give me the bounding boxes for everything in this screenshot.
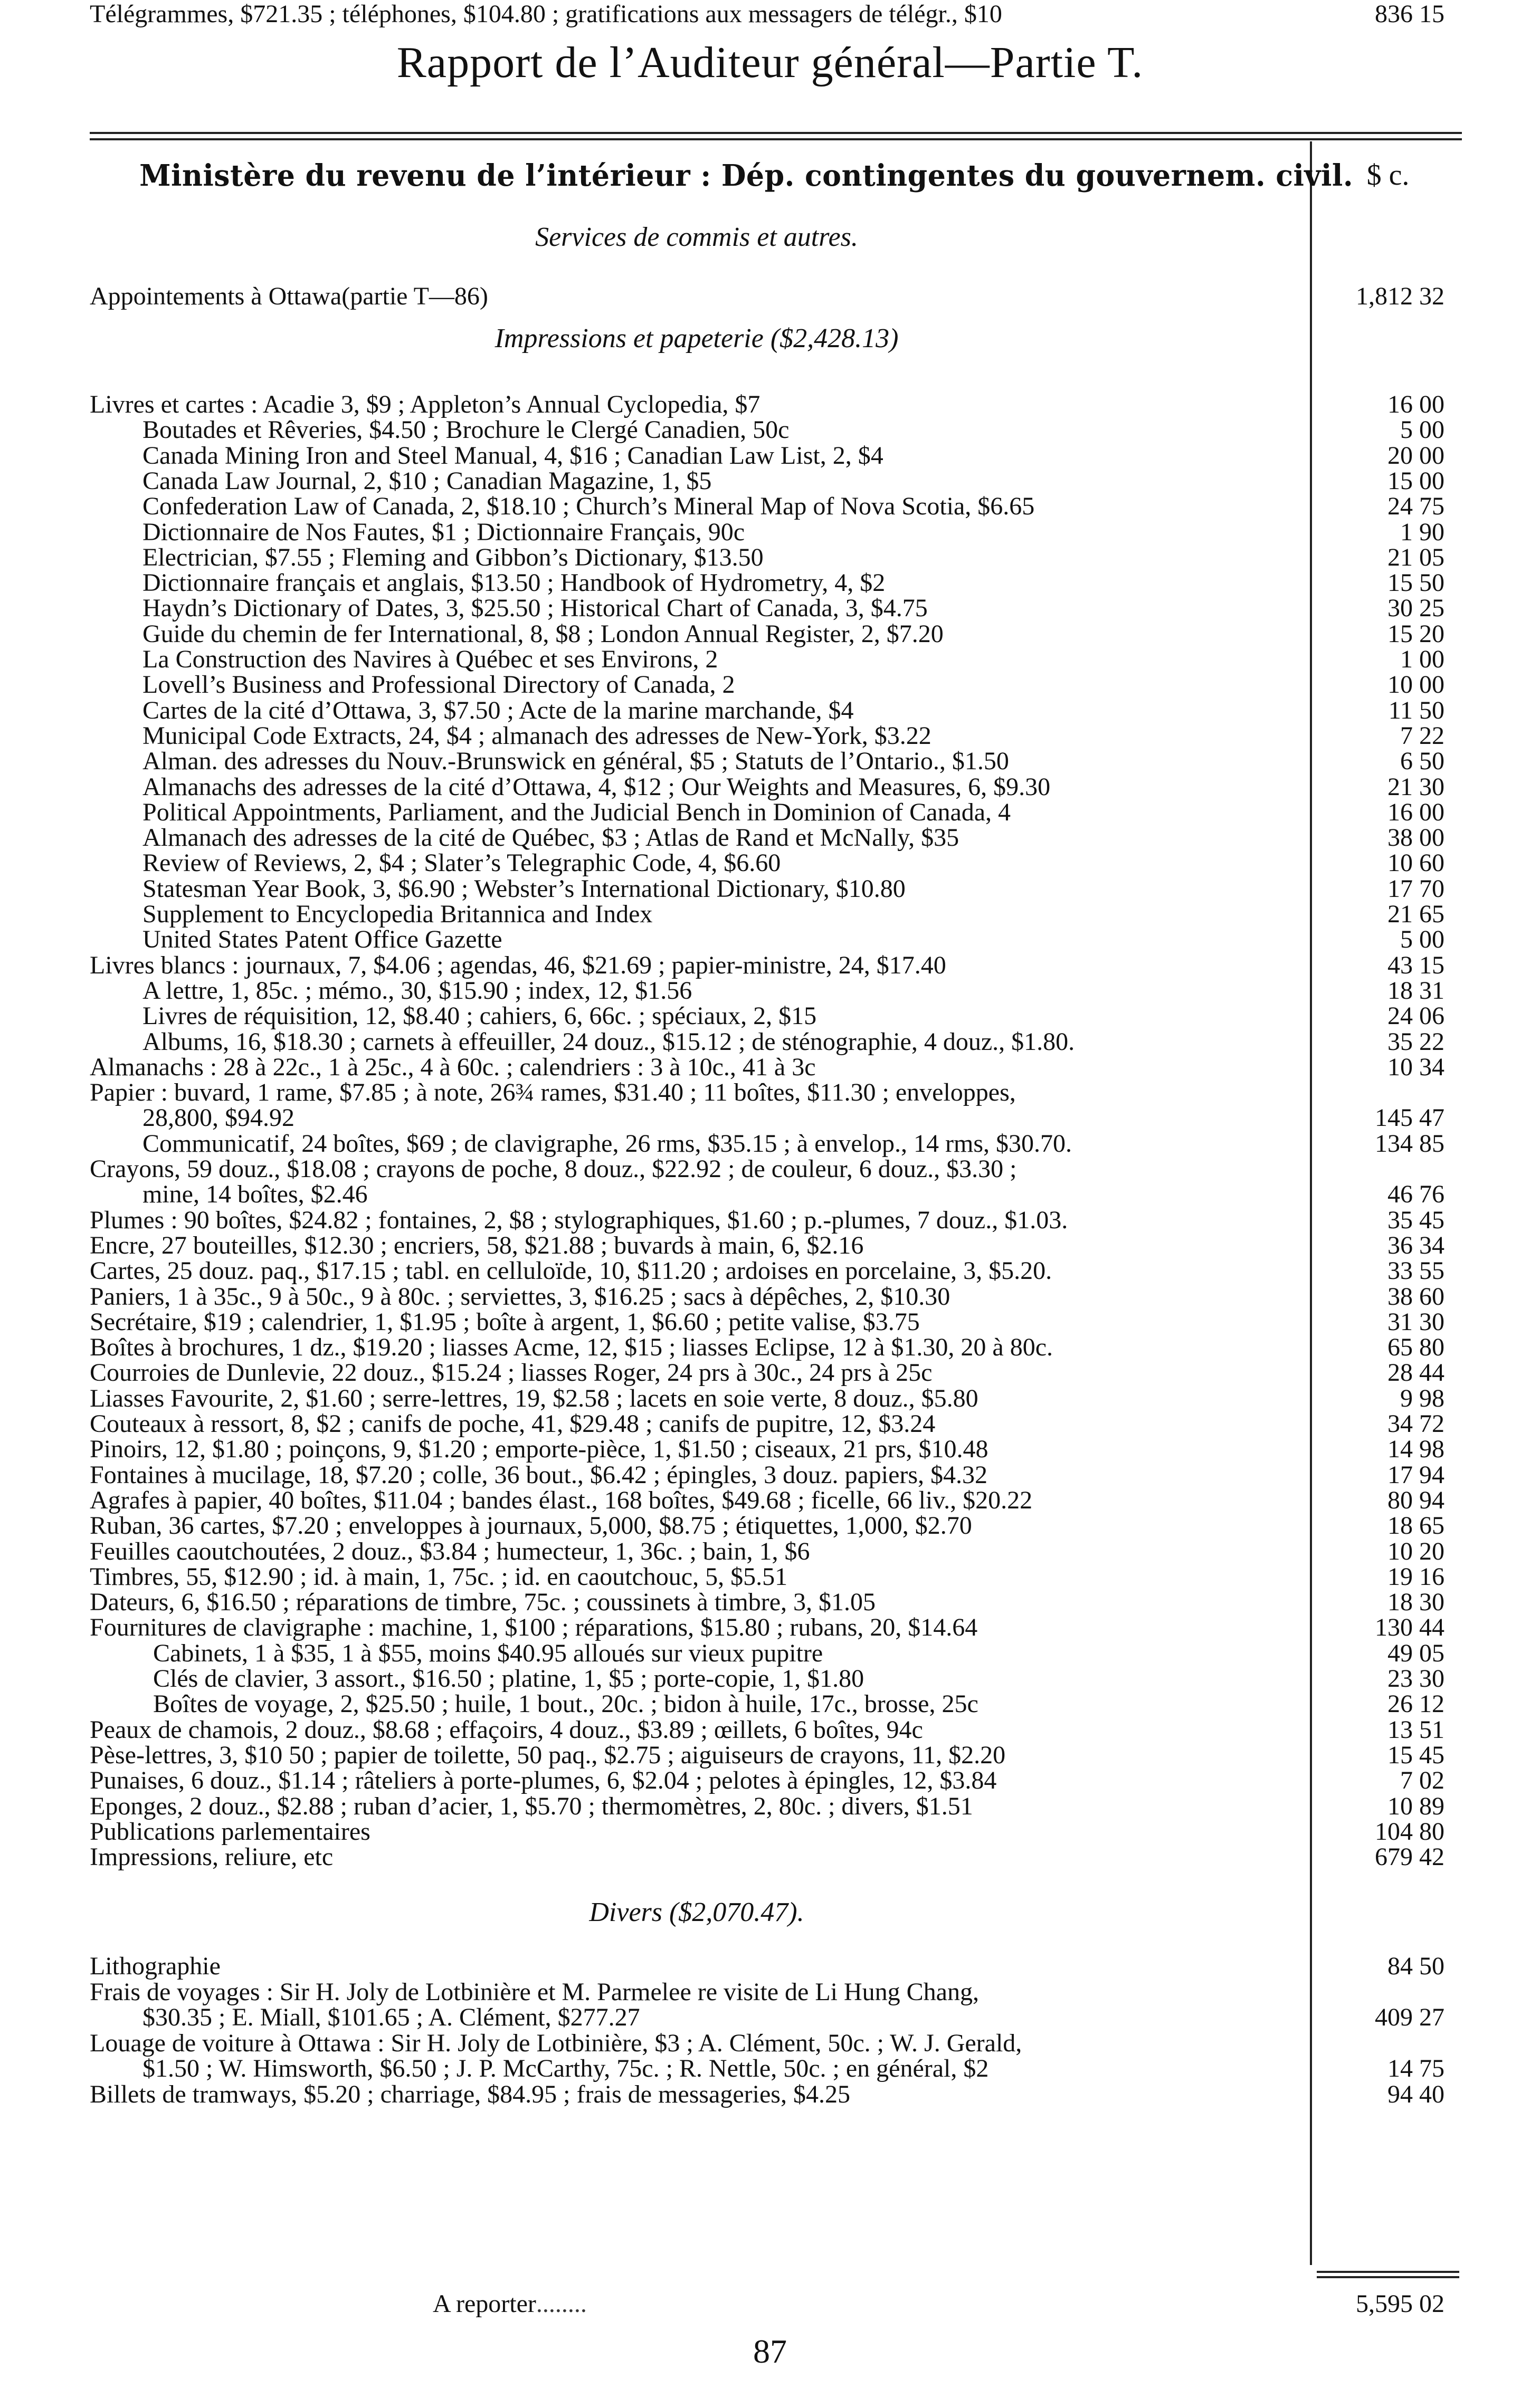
ledger-line <box>90 620 1304 648</box>
line-description: mine, 14 boîtes, $2.46 <box>142 1180 368 1209</box>
ledger-line <box>90 1308 1304 1336</box>
ledger-line <box>90 282 1304 311</box>
line-amount: 30 25 <box>1387 594 1444 623</box>
line-amount: 36 34 <box>1387 1231 1444 1259</box>
line-description: Liasses Favourite, 2, $1.60 ; serre-lettres, 19, $2.58 ; lacets en soie verte, 8 douz., $5.80 <box>90 1384 978 1412</box>
line-amount: 134 85 <box>1375 1129 1444 1158</box>
total-rule-bottom <box>1317 2276 1459 2278</box>
ledger-line <box>90 2003 1304 2032</box>
line-description: Livres et cartes : Acadie 3, $9 ; Appleton’s Annual Cyclopedia, $7 <box>90 390 761 418</box>
line-amount: 35 45 <box>1387 1206 1444 1234</box>
line-amount: 38 60 <box>1387 1282 1444 1311</box>
ledger-line <box>90 1231 1304 1260</box>
ledger-line <box>90 1766 1304 1795</box>
line-description: Agrafes à papier, 40 boîtes, $11.04 ; bandes élast., 168 boîtes, $49.68 ; ficelle, 66 liv., $20.22 <box>90 1486 1033 1514</box>
line-amount: 26 12 <box>1387 1690 1444 1718</box>
line-description: A lettre, 1, 85c. ; mémo., 30, $15.90 ; index, 12, $1.56 <box>142 976 692 1005</box>
page-title: Rapport de l’Auditeur général—Partie T. <box>396 38 1144 87</box>
line-amount: 836 15 <box>1375 0 1444 28</box>
line-amount: 5 00 <box>1400 416 1444 444</box>
line-description: Supplement to Encyclopedia Britannica and Index <box>142 900 653 928</box>
ledger-line <box>90 1180 1304 1209</box>
line-amount: 20 00 <box>1387 441 1444 470</box>
line-description: Papier : buvard, 1 rame, $7.85 ; à note, 26¾ rames, $31.40 ; 11 boîtes, $11.30 ; enveloppes, <box>90 1078 1016 1107</box>
line-amount: 15 50 <box>1387 569 1444 597</box>
ledger-line <box>90 875 1304 903</box>
line-description: Dictionnaire de Nos Fautes, $1 ; Dictionnaire Français, 90c <box>142 518 745 546</box>
line-amount: 19 16 <box>1387 1562 1444 1591</box>
line-description: Livres de réquisition, 12, $8.40 ; cahiers, 6, 66c. ; spéciaux, 2, $15 <box>142 1002 817 1030</box>
line-description: Boîtes à brochures, 1 dz., $19.20 ; liasses Acme, 12, $15 ; liasses Eclipse, 12 à $1.30, 20 à 80c. <box>90 1333 1053 1362</box>
line-reference: (partie T—86) <box>341 282 488 310</box>
line-description: Couteaux à ressort, 8, $2 ; canifs de poche, 41, $29.48 ; canifs de pupitre, 12, $3.24 <box>90 1410 936 1438</box>
line-amount: 679 42 <box>1375 1843 1444 1871</box>
amount-column-divider <box>1310 141 1312 2265</box>
line-amount: 38 00 <box>1387 824 1444 852</box>
line-amount: 14 75 <box>1387 2055 1444 2082</box>
ledger-line <box>90 442 1304 470</box>
line-description: Paniers, 1 à 35c., 9 à 50c., 9 à 80c. ; serviettes, 3, $16.25 ; sacs à dépêches, 2, $10.30 <box>90 1282 950 1311</box>
line-description: Louage de voiture à Ottawa : Sir H. Joly de Lotbinière, $3 ; A. Clément, 50c. ; W. J. Gerald, <box>90 2029 1022 2057</box>
line-description: Dictionnaire français et anglais, $13.50 ; Handbook of Hydrometry, 4, $2 <box>142 569 886 597</box>
total-rule-top <box>1317 2271 1459 2273</box>
ledger-line <box>90 2080 1304 2109</box>
ledger-line <box>90 594 1304 623</box>
line-amount: 15 45 <box>1387 1741 1444 1769</box>
ledger-line <box>90 543 1304 572</box>
line-description: Lithographie <box>90 1952 221 1980</box>
ledger-line <box>90 1486 1304 1515</box>
line-amount: 24 06 <box>1387 1002 1444 1030</box>
page-number: 87 <box>753 2333 787 2370</box>
ledger-line <box>90 1639 1304 1668</box>
line-amount: 14 98 <box>1387 1435 1444 1464</box>
ledger-line <box>90 1155 1304 1183</box>
line-amount: 33 55 <box>1387 1257 1444 1285</box>
ledger-line <box>90 1257 1304 1285</box>
line-description: Courroies de Dunlevie, 22 douz., $15.24 ; liasses Roger, 24 prs à 30c., 24 prs à 25c <box>90 1359 933 1387</box>
ledger-line <box>90 492 1304 521</box>
total-label: A reporter <box>433 2290 536 2318</box>
line-amount: 10 34 <box>1387 1053 1444 1081</box>
line-description: Statesman Year Book, 3, $6.90 ; Webster’s International Dictionary, $10.80 <box>142 874 906 903</box>
line-amount: 21 65 <box>1387 900 1444 928</box>
ledger-line <box>90 1563 1304 1591</box>
ledger-line <box>90 1537 1304 1566</box>
ledger-line <box>90 1716 1304 1744</box>
ledger-line <box>90 925 1304 954</box>
section-heading-divers: Divers ($2,070.47). <box>589 1897 804 1927</box>
ledger-line <box>90 696 1304 725</box>
line-description: Ruban, 36 cartes, $7.20 ; enveloppes à journaux, 5,000, $8.75 ; étiquettes, 1,000, $2.70 <box>90 1512 972 1540</box>
line-description: Haydn’s Dictionary of Dates, 3, $25.50 ; Historical Chart of Canada, 3, $4.75 <box>142 594 928 623</box>
line-amount: 17 94 <box>1387 1460 1444 1489</box>
line-description: Canada Mining Iron and Steel Manual, 4, $16 ; Canadian Law List, 2, $4 <box>142 441 883 470</box>
ledger-line <box>90 1410 1304 1438</box>
amount-column-header: $ c. <box>1366 159 1410 192</box>
ledger-line <box>90 1435 1304 1464</box>
total-amount: 5,595 02 <box>1356 2290 1444 2318</box>
line-description: Crayons, 59 douz., $18.08 ; crayons de poche, 8 douz., $22.92 ; de couleur, 6 douz., $3.30 ; <box>90 1155 1017 1183</box>
ledger-line <box>90 1690 1304 1718</box>
line-description: Peaux de chamois, 2 douz., $8.68 ; effaçoirs, 4 douz., $3.89 ; œillets, 6 boîtes, 94c <box>90 1715 923 1744</box>
line-amount: 13 51 <box>1387 1715 1444 1744</box>
ledger-line <box>90 1818 1304 1846</box>
section-heading-services: Services de commis et autres. <box>535 222 858 252</box>
line-description: Cabinets, 1 à $35, 1 à $55, moins $40.95 alloués sur vieux pupitre <box>153 1639 823 1667</box>
line-amount: 17 70 <box>1387 874 1444 903</box>
line-amount: 10 60 <box>1387 849 1444 877</box>
ledger-line <box>90 1104 1304 1132</box>
ledger-line <box>90 1359 1304 1387</box>
line-amount: 11 50 <box>1388 696 1444 724</box>
ledger-line <box>90 1792 1304 1821</box>
line-amount: 10 00 <box>1387 671 1444 699</box>
line-description: Appointements à Ottawa <box>90 282 342 310</box>
ledger-line <box>90 645 1304 674</box>
line-description: Eponges, 2 douz., $2.88 ; ruban d’acier, 1, $5.70 ; thermomètres, 2, 80c. ; divers, $1.51 <box>90 1792 973 1820</box>
ledger-line <box>90 1665 1304 1693</box>
line-description: Impressions, reliure, etc <box>90 1843 334 1871</box>
line-amount: 15 20 <box>1387 619 1444 648</box>
ledger-line <box>90 849 1304 877</box>
line-description: Secrétaire, $19 ; calendrier, 1, $1.95 ; boîte à argent, 1, $6.60 ; petite valise, $3.75 <box>90 1307 920 1336</box>
line-amount: 18 31 <box>1387 976 1444 1005</box>
line-description: Feuilles caoutchoutées, 2 douz., $3.84 ; humecteur, 1, 36c. ; bain, 1, $6 <box>90 1537 810 1565</box>
line-amount: 18 30 <box>1387 1588 1444 1617</box>
line-description: Almanach des adresses de la cité de Québec, $3 ; Atlas de Rand et McNally, $35 <box>142 824 959 852</box>
total-row <box>90 2290 1304 2318</box>
ledger-line <box>90 1283 1304 1311</box>
line-description: Encre, 27 bouteilles, $12.30 ; encriers, 58, $21.88 ; buvards à main, 6, $2.16 <box>90 1231 864 1259</box>
ledger-line <box>90 1741 1304 1770</box>
line-amount: 5 00 <box>1400 925 1444 954</box>
line-amount: 9 98 <box>1400 1384 1444 1412</box>
ledger-line <box>90 1078 1304 1107</box>
line-description: Boutades et Rêveries, $4.50 ; Brochure le Clergé Canadien, 50c <box>142 416 790 444</box>
ledger-line <box>90 1843 1304 1871</box>
ledger-line <box>90 977 1304 1005</box>
ledger-line <box>90 1588 1304 1617</box>
line-description: Billets de tramways, $5.20 ; charriage, $84.95 ; frais de messageries, $4.25 <box>90 2080 850 2108</box>
ledger-line <box>90 1978 1304 2006</box>
line-description: Communicatif, 24 boîtes, $69 ; de clavigraphe, 26 rms, $35.15 ; à envelop., 14 rms, $30.70. <box>142 1129 1072 1158</box>
line-description: Dateurs, 6, $16.50 ; réparations de timbre, 75c. ; coussinets à timbre, 3, $1.05 <box>90 1588 876 1617</box>
line-description: Lovell’s Business and Professional Directory of Canada, 2 <box>142 671 735 699</box>
ledger-line <box>90 467 1304 495</box>
ledger-line <box>90 2029 1304 2058</box>
line-amount: 130 44 <box>1375 1613 1444 1642</box>
line-description: Political Appointments, Parliament, and the Judicial Bench in Dominion of Canada, 4 <box>142 798 1011 826</box>
line-amount: 65 80 <box>1387 1333 1444 1362</box>
line-description: Guide du chemin de fer International, 8, $8 ; London Annual Register, 2, $7.20 <box>142 619 944 648</box>
line-amount: 21 30 <box>1387 772 1444 801</box>
ledger-line <box>90 1333 1304 1362</box>
line-description: $30.35 ; E. Miall, $101.65 ; A. Clément, $277.27 <box>142 2003 640 2031</box>
ledger-line <box>90 1512 1304 1540</box>
line-amount: 16 00 <box>1387 390 1444 418</box>
line-amount: 35 22 <box>1387 1027 1444 1056</box>
line-description: Livres blancs : journaux, 7, $4.06 ; agendas, 46, $21.69 ; papier-ministre, 24, $17.40 <box>90 951 946 979</box>
leader-dots: ........ <box>536 2290 587 2318</box>
line-description: Canada Law Journal, 2, $10 ; Canadian Magazine, 1, $5 <box>142 466 712 495</box>
line-amount: 94 40 <box>1387 2080 1444 2108</box>
ledger-line <box>90 0 1304 28</box>
line-description: Cartes de la cité d’Ottawa, 3, $7.50 ; Acte de la marine marchande, $4 <box>142 696 854 724</box>
line-description: Frais de voyages : Sir H. Joly de Lotbinière et M. Parmelee re visite de Li Hung Chang, <box>90 1977 979 2006</box>
line-description: Timbres, 55, $12.90 ; id. à main, 1, 75c. ; id. en caoutchouc, 5, $5.51 <box>90 1562 788 1591</box>
ledger-line <box>90 1613 1304 1642</box>
line-description: Confederation Law of Canada, 2, $18.10 ; Church’s Mineral Map of Nova Scotia, $6.65 <box>142 492 1035 521</box>
line-description: Clés de clavier, 3 assort., $16.50 ; platine, 1, $5 ; porte-copie, 1, $1.80 <box>153 1665 864 1693</box>
line-description: Pinoirs, 12, $1.80 ; poinçons, 9, $1.20 ; emporte-pièce, 1, $1.50 ; ciseaux, 21 prs, $10.48 <box>90 1435 988 1464</box>
ledger-line <box>90 798 1304 827</box>
line-description: Fontaines à mucilage, 18, $7.20 ; colle, 36 bout., $6.42 ; épingles, 3 douz. papiers, $4.32 <box>90 1460 988 1489</box>
line-amount: 24 75 <box>1387 492 1444 521</box>
line-amount: 6 50 <box>1400 747 1444 776</box>
ledger-line <box>90 1028 1304 1056</box>
line-description: 28,800, $94.92 <box>142 1104 294 1132</box>
line-amount: 23 30 <box>1387 1665 1444 1693</box>
ledger-line <box>90 900 1304 929</box>
line-amount: 15 00 <box>1387 466 1444 495</box>
line-amount: 7 02 <box>1400 1766 1444 1795</box>
line-amount: 21 05 <box>1387 543 1444 571</box>
line-description: La Construction des Navires à Québec et ses Environs, 2 <box>142 645 718 673</box>
ledger-line <box>90 1461 1304 1489</box>
ledger-line <box>90 518 1304 547</box>
ledger-line <box>90 773 1304 801</box>
line-description: Pèse-lettres, 3, $10 50 ; papier de toilette, 50 paq., $2.75 ; aiguiseurs de crayons, 11, $2.20 <box>90 1741 1006 1769</box>
ledger-line <box>90 1002 1304 1030</box>
line-description: Cartes, 25 douz. paq., $17.15 ; tabl. en celluloïde, 10, $11.20 ; ardoises en porcelaine, 3, $5.20. <box>90 1257 1052 1285</box>
line-amount: 18 65 <box>1387 1512 1444 1540</box>
header-rule-bottom <box>90 138 1462 140</box>
line-description: Electrician, $7.55 ; Fleming and Gibbon’s Dictionary, $13.50 <box>142 543 764 571</box>
line-description: $1.50 ; W. Himsworth, $6.50 ; J. P. McCarthy, 75c. ; R. Nettle, 50c. ; en général, $2 <box>142 2055 989 2082</box>
ledger-line <box>90 1384 1304 1413</box>
line-description: Alman. des adresses du Nouv.-Brunswick en général, $5 ; Statuts de l’Ontario., $1.50 <box>142 747 1009 776</box>
line-description: Municipal Code Extracts, 24, $4 ; almanach des adresses de New-York, $3.22 <box>142 721 931 750</box>
ledger-line <box>90 416 1304 444</box>
line-amount: 1 00 <box>1400 645 1444 673</box>
ministry-title: Ministère du revenu de l’intérieur : Dép. contingentes du gouvernem. civil. <box>139 158 1354 193</box>
line-description: Punaises, 6 douz., $1.14 ; râteliers à porte-plumes, 6, $2.04 ; pelotes à épingles, 12, $3.84 <box>90 1766 997 1795</box>
line-amount: 16 00 <box>1387 798 1444 826</box>
line-description: Almanachs des adresses de la cité d’Ottawa, 4, $12 ; Our Weights and Measures, 6, $9.30 <box>142 772 1051 801</box>
line-amount: 28 44 <box>1387 1359 1444 1387</box>
line-description: Télégrammes, $721.35 ; téléphones, $104.80 ; gratifications aux messagers de télégr., $10 <box>90 0 1002 28</box>
line-description: Fournitures de clavigraphe : machine, 1, $100 ; réparations, $15.80 ; rubans, 20, $14.64 <box>90 1613 978 1642</box>
ledger-line <box>90 1130 1304 1158</box>
line-description: United States Patent Office Gazette <box>142 925 502 954</box>
ledger-line <box>90 722 1304 750</box>
ledger-line <box>90 1206 1304 1235</box>
line-amount: 46 76 <box>1387 1180 1444 1209</box>
line-amount: 10 20 <box>1387 1537 1444 1565</box>
line-amount: 43 15 <box>1387 951 1444 979</box>
line-amount: 34 72 <box>1387 1410 1444 1438</box>
ledger-line <box>90 824 1304 852</box>
section-heading-impressions: Impressions et papeterie ($2,428.13) <box>495 323 899 353</box>
ledger-line <box>90 951 1304 980</box>
ledger-line <box>90 569 1304 597</box>
line-amount: 49 05 <box>1387 1639 1444 1667</box>
header-rule-top <box>90 132 1462 134</box>
line-amount: 409 27 <box>1375 2003 1444 2031</box>
line-description: Almanachs : 28 à 22c., 1 à 25c., 4 à 60c. ; calendriers : 3 à 10c., 41 à 3c <box>90 1053 816 1081</box>
ledger-line <box>90 671 1304 699</box>
line-amount: 7 22 <box>1400 721 1444 750</box>
line-amount: 104 80 <box>1375 1817 1444 1846</box>
line-amount: 84 50 <box>1387 1952 1444 1980</box>
line-amount: 80 94 <box>1387 1486 1444 1514</box>
line-description: Albums, 16, $18.30 ; carnets à effeuiller, 24 douz., $15.12 ; de sténographie, 4 douz., $1.80. <box>142 1027 1075 1056</box>
line-description: Boîtes de voyage, 2, $25.50 ; huile, 1 bout., 20c. ; bidon à huile, 17c., brosse, 25c <box>153 1690 978 1718</box>
ledger-line <box>90 1952 1304 1981</box>
line-description: Review of Reviews, 2, $4 ; Slater’s Telegraphic Code, 4, $6.60 <box>142 849 781 877</box>
ledger-line <box>90 390 1304 419</box>
line-description: Plumes : 90 boîtes, $24.82 ; fontaines, 2, $8 ; stylographiques, $1.60 ; p.-plumes, 7 douz., $1.03. <box>90 1206 1068 1234</box>
line-amount: 1,812 32 <box>1356 282 1444 310</box>
line-amount: 1 90 <box>1400 518 1444 546</box>
line-amount: 31 30 <box>1387 1307 1444 1336</box>
line-amount: 10 89 <box>1387 1792 1444 1820</box>
ledger-line <box>90 1053 1304 1082</box>
ledger-line <box>90 747 1304 776</box>
line-amount: 145 47 <box>1375 1104 1444 1132</box>
line-description: Publications parlementaires <box>90 1817 370 1846</box>
ledger-line <box>90 2055 1304 2083</box>
